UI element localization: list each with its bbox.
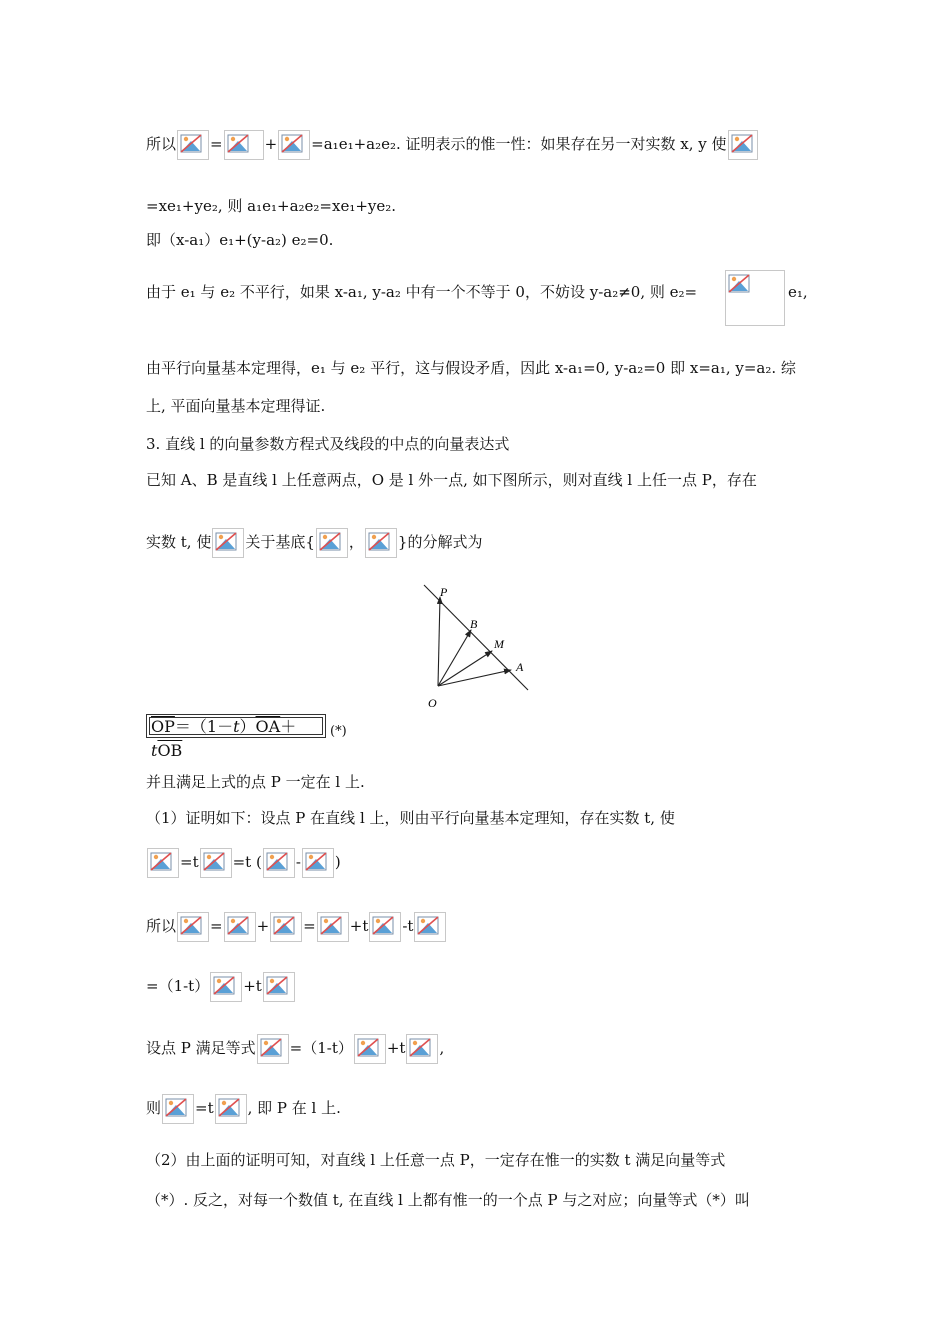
text-line-6: 上, 平面向量基本定理得证. (146, 397, 326, 415)
broken-image-icon (278, 130, 310, 160)
text-line-1: 所以 = + =a₁e₁+a₂e₂. 证明表示的惟一性：如果存在另一对实数 x, y 使 (146, 130, 759, 160)
broken-image-icon (224, 912, 256, 942)
text-line-5: 由平行向量基本定理得，e₁ 与 e₂ 平行，这与假设矛盾，因此 x-a₁=0, y-a₂=0 即 x=a₁, y=a₂. 综 (146, 359, 796, 377)
text-line-3: 即（x-a₁）e₁+(y-a₂) e₂=0. (146, 231, 334, 249)
vector-oa (438, 670, 511, 686)
broken-image-icon (725, 270, 785, 326)
formula-tag: (*) (330, 724, 347, 739)
broken-image-icon (414, 912, 446, 942)
broken-image-icon (406, 1034, 438, 1064)
vector-formula-box: $\overline{OP}=(1-t)\overline{OA}+t\overline{OB}$ (146, 714, 326, 738)
text-line-8: 已知 A、B 是直线 l 上任意两点，O 是 l 外一点, 如下图所示，则对直线 l 上任一点 P，存在 (146, 471, 757, 489)
vector-om (438, 651, 492, 686)
broken-image-icon (270, 912, 302, 942)
broken-image-icon (263, 972, 295, 1002)
broken-image-icon (162, 1094, 194, 1124)
broken-image-icon (147, 848, 179, 878)
vector-ob (438, 630, 471, 686)
broken-image-icon (365, 528, 397, 558)
broken-image-icon (354, 1034, 386, 1064)
broken-image-icon (257, 1034, 289, 1064)
text-line-16: 设点 P 满足等式 =（1-t） +t , (146, 1034, 444, 1064)
broken-image-icon (369, 912, 401, 942)
label-b: B (470, 617, 478, 631)
label-a: A (516, 660, 524, 674)
label-m: M (494, 637, 504, 651)
broken-image-icon (210, 972, 242, 1002)
label-p: P (440, 585, 448, 599)
broken-image-icon (224, 130, 264, 160)
broken-image-icon (212, 528, 244, 558)
text-line-2: =xe₁+ye₂, 则 a₁e₁+a₂e₂=xe₁+ye₂. (146, 197, 397, 215)
text-line-13: =t =t ( - ) (146, 848, 341, 878)
section-heading-3: 3. 直线 l 的向量参数方程式及线段的中点的向量表达式 (146, 435, 510, 453)
broken-image-icon (200, 848, 232, 878)
broken-image-icon (316, 528, 348, 558)
broken-image-icon (302, 848, 334, 878)
label-o: O (428, 696, 437, 710)
line-vector-figure (418, 580, 538, 710)
text-line-18: （2）由上面的证明可知，对直线 l 上任意一点 P，一定存在惟一的实数 t 满足向量等式 (146, 1151, 726, 1169)
broken-image-icon (177, 130, 209, 160)
broken-image-icon (177, 912, 209, 942)
text-line-19: （*）. 反之，对每一个数值 t, 在直线 l 上都有惟一的一个点 P 与之对应；向量等式（*）叫 (146, 1191, 750, 1209)
text-line-9: 实数 t, 使 关于基底{ ， }的分解式为 (146, 528, 482, 558)
text-line-11: 并且满足上式的点 P 一定在 l 上. (146, 773, 365, 791)
text-line-14: 所以 = + = +t -t (146, 912, 447, 942)
broken-image-icon (317, 912, 349, 942)
broken-image-icon (728, 130, 758, 160)
broken-image-icon (215, 1094, 247, 1124)
text-line-12: （1）证明如下：设点 P 在直线 l 上，则由平行向量基本定理知，存在实数 t, 使 (146, 809, 675, 827)
text-line-15: =（1-t） +t (146, 972, 296, 1002)
broken-image-icon (263, 848, 295, 878)
text-line-17: 则 =t , 即 P 在 l 上. (146, 1094, 341, 1124)
vector-op (438, 597, 440, 686)
